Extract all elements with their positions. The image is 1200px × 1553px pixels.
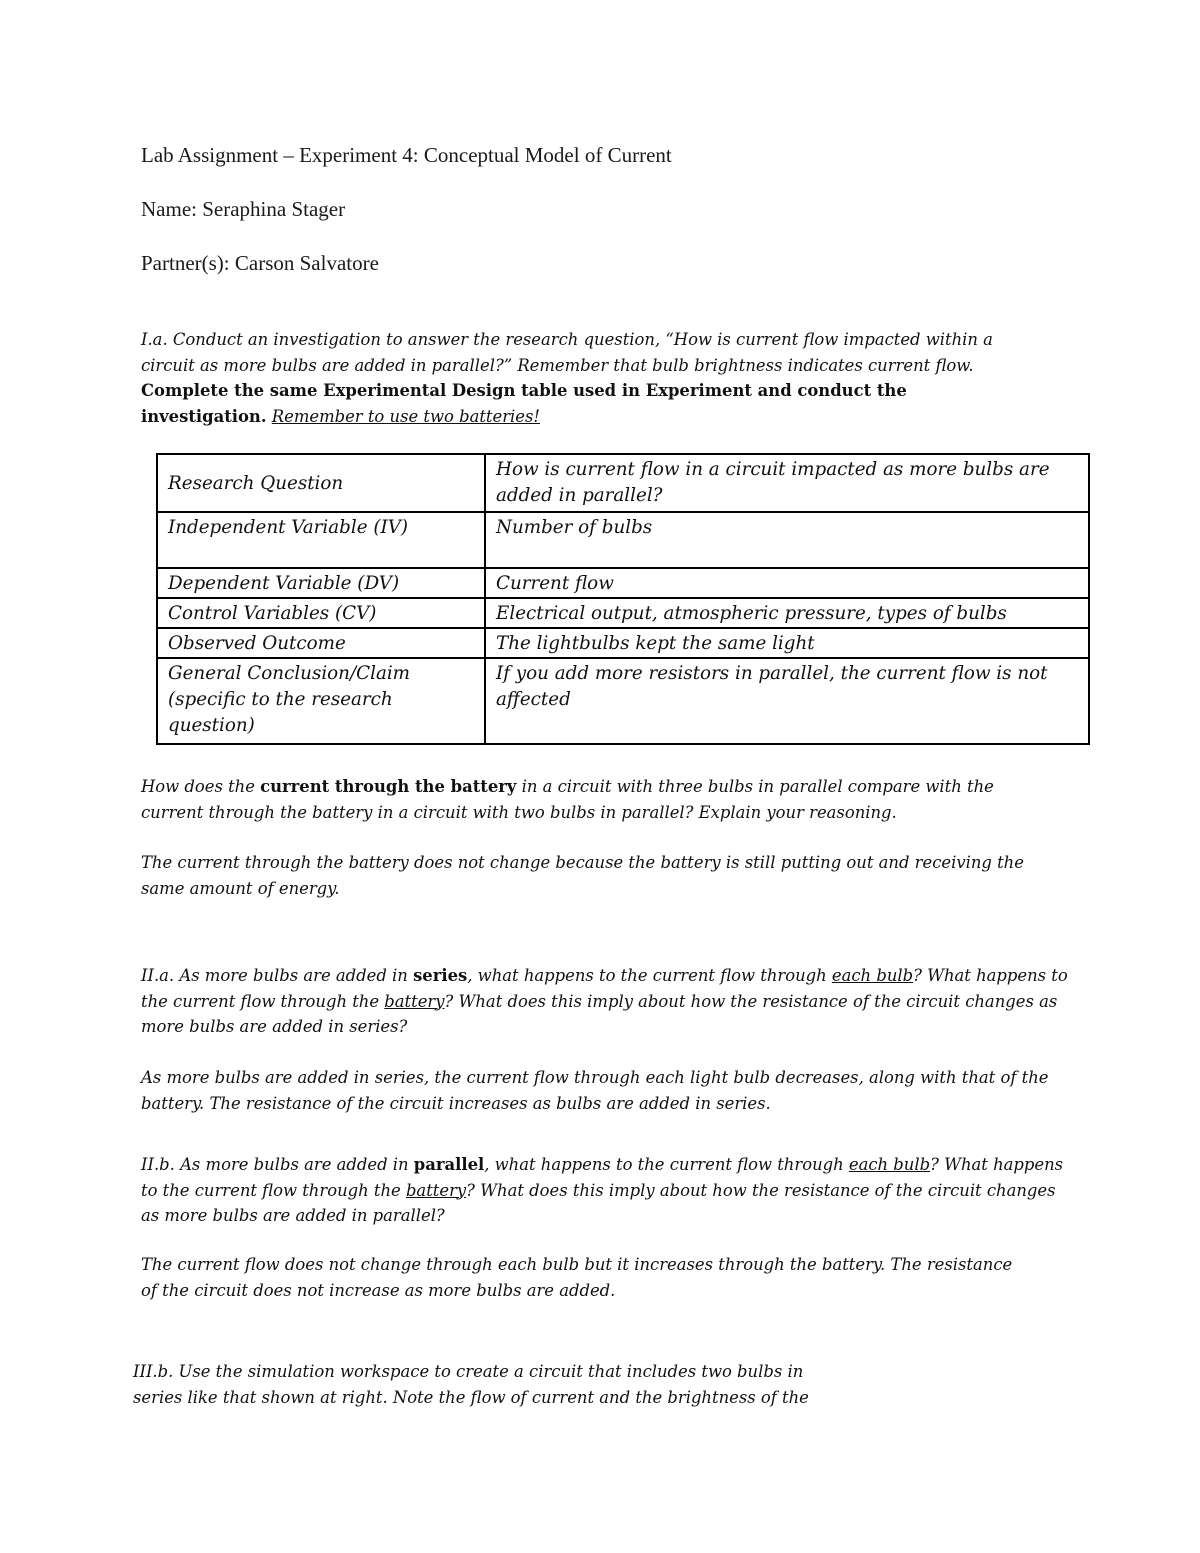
question-text: ? What happens to the current flow through the	[141, 966, 1068, 1011]
question-3b-line2: series like that shown at right. Note the flow of current and the brightness of the	[133, 1387, 809, 1407]
question-underline: each bulb	[831, 966, 914, 985]
question-1a-instruction	[141, 378, 981, 429]
question-2b	[141, 1152, 1071, 1229]
question-bold: series	[413, 966, 468, 985]
row-value: If you add more resistors in parallel, the current flow is not affected	[485, 658, 1089, 744]
question-1a-line2: circuit as more bulbs are added in parallel?” Remember that bulb brightness indicates current flow.	[141, 355, 974, 375]
question-text: , what happens to the current flow through	[484, 1155, 849, 1174]
row-label: Observed Outcome	[157, 628, 485, 658]
question-text: How does the	[141, 777, 261, 796]
question-bold: parallel	[413, 1155, 485, 1174]
question-text: , what happens to the current flow through	[467, 966, 832, 985]
partner-names: Partner(s): Carson Salvatore	[141, 251, 379, 275]
instruction-underline: Remember to use two batteries!	[271, 406, 540, 426]
answer-2a: As more bulbs are added in series, the current flow through each light bulb decreases, along with that of the battery. The resistance of the circuit increases as bulbs are added in series.	[141, 1068, 1049, 1113]
table-row	[157, 628, 1089, 658]
question-text: II.b. As more bulbs are added in	[141, 1155, 414, 1174]
table-row	[157, 658, 1089, 744]
question-text: ? What happens to the current flow through the	[141, 1155, 1064, 1200]
row-label: General Conclusion/Claim (specific to the research question)	[157, 658, 485, 744]
question-text: ? What does this imply about how the resistance of the circuit changes as more bulbs are added in parallel?	[141, 1180, 1056, 1225]
question-underline: battery	[405, 1180, 467, 1200]
question-1a	[141, 327, 1071, 429]
question-3b	[133, 1359, 893, 1410]
student-name: Name: Seraphina Stager	[141, 197, 346, 221]
row-value: The lightbulbs kept the same light	[485, 628, 1089, 658]
row-value: Number of bulbs	[485, 512, 1089, 568]
experimental-design-table	[156, 453, 1090, 745]
answer-2b: The current flow does not change through each bulb but it increases through the battery. The resistance of the circuit does not increase as more bulbs are added.	[141, 1255, 1013, 1300]
question-text: II.a. As more bulbs are added in	[141, 966, 414, 985]
row-value: How is current flow in a circuit impacted as more bulbs are added in parallel?	[485, 454, 1089, 512]
table-row	[157, 598, 1089, 628]
document-title: Lab Assignment – Experiment 4: Conceptual Model of Current	[141, 143, 672, 167]
question-underline: battery	[384, 991, 445, 1011]
question-3b-line1: III.b. Use the simulation workspace to create a circuit that includes two bulbs in	[133, 1362, 804, 1381]
question-1a-line1: I.a. Conduct an investigation to answer the research question, “How is current flow impacted within a	[141, 330, 993, 349]
row-label: Control Variables (CV)	[157, 598, 485, 628]
question-bold: current through the battery	[260, 777, 517, 796]
question-underline: each bulb	[848, 1155, 931, 1174]
battery-question	[141, 774, 1061, 825]
instruction-bold: Complete the same Experimental Design table used in Experiment and conduct the investigation.	[141, 381, 907, 426]
row-label: Independent Variable (IV)	[157, 512, 485, 568]
table-row	[157, 568, 1089, 598]
row-label: Research Question	[157, 454, 485, 512]
battery-answer: The current through the battery does not change because the battery is still putting out and receiving the same amount of energy.	[141, 853, 1024, 898]
question-text: in a circuit with three bulbs in parallel compare with the current through the battery in a circuit with two bulbs in parallel? Explain your reasoning.	[141, 777, 994, 822]
row-value: Current flow	[485, 568, 1089, 598]
question-text: ? What does this imply about how the resistance of the circuit changes as more bulbs are added in series?	[141, 991, 1058, 1036]
row-label: Dependent Variable (DV)	[157, 568, 485, 598]
row-value: Electrical output, atmospheric pressure, types of bulbs	[485, 598, 1089, 628]
table-row	[157, 454, 1089, 512]
question-2a	[141, 963, 1071, 1040]
table-row	[157, 512, 1089, 568]
